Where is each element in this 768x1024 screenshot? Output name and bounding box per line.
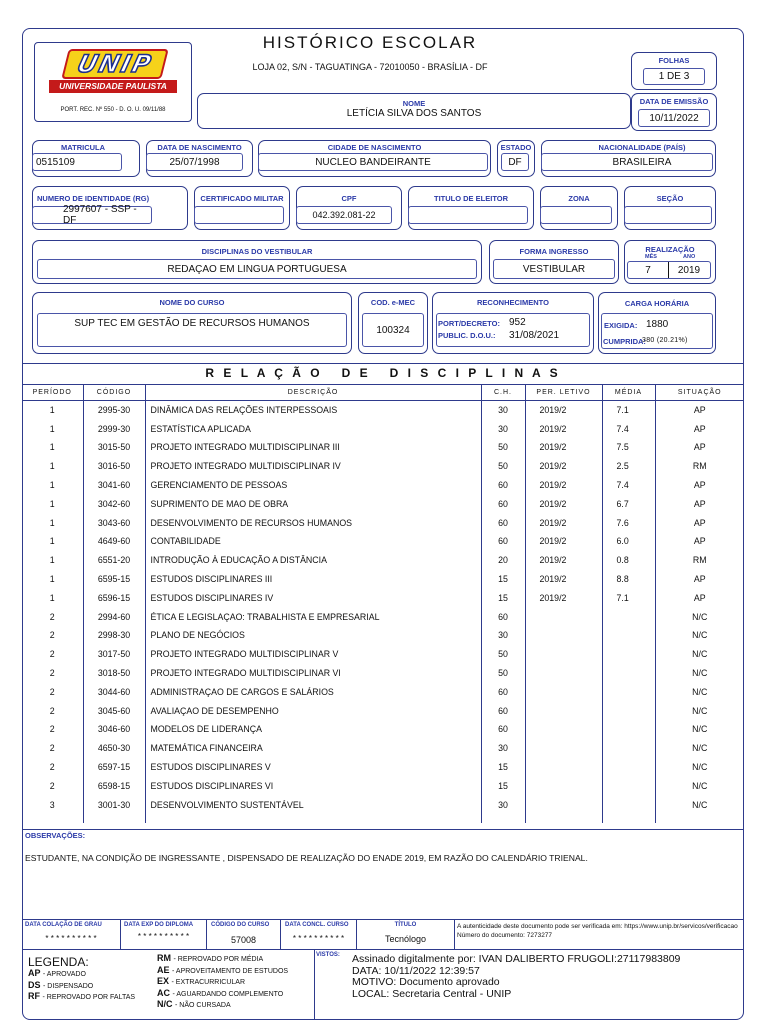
table-cell: 50: [481, 457, 525, 476]
table-cell: 2019/2: [525, 513, 602, 532]
relacao-header: [22, 363, 744, 384]
public-value: 31/08/2021: [509, 330, 560, 341]
column-header: CÓDIGO: [83, 385, 145, 401]
table-cell: PROJETO INTEGRADO MULTIDISCIPLINAR V: [145, 645, 481, 664]
table-cell: 60: [481, 494, 525, 513]
table-cell: N/C: [655, 795, 744, 814]
folhas-box: FOLHAS 1 DE 3: [631, 52, 717, 90]
table-cell: [525, 682, 602, 701]
table-cell: N/C: [655, 664, 744, 683]
table-cell: 6595-15: [83, 570, 145, 589]
cpf-value: 042.392.081-22: [312, 210, 376, 220]
table-cell: [525, 776, 602, 795]
table-cell: [525, 758, 602, 777]
table-cell: 2: [49, 649, 55, 660]
table-cell: PROJETO INTEGRADO MULTIDISCIPLINAR IV: [145, 457, 481, 476]
table-cell: 6596-15: [83, 588, 145, 607]
table-cell: 3001-30: [83, 795, 145, 814]
table-cell: 1: [49, 555, 55, 566]
table-cell: 30: [481, 419, 525, 438]
table-row: [22, 513, 744, 532]
table-cell: N/C: [655, 701, 744, 720]
colacao-cell: DATA COLAÇÃO DE GRAU * * * * * * * * * *: [22, 919, 120, 949]
matricula-box: MATRICULA 0515109: [32, 140, 140, 177]
legend-divider: [22, 949, 744, 950]
table-cell: [525, 664, 602, 683]
table-cell: N/C: [655, 776, 744, 795]
table-cell: AP: [655, 532, 744, 551]
column-header: MÉDIA: [602, 385, 655, 401]
legend-item: AC - AGUARDANDO COMPLEMENTO: [157, 987, 284, 998]
table-cell: 15: [481, 588, 525, 607]
table-cell: 1: [49, 480, 55, 491]
table-cell: [602, 795, 655, 814]
student-name: LETÍCIA SILVA DOS SANTOS: [346, 108, 482, 119]
vistos-label: VISTOS:: [316, 952, 340, 958]
table-cell: [602, 645, 655, 664]
titulo-value: Tecnólogo: [384, 934, 427, 944]
table-cell: 2: [49, 762, 55, 773]
nacionalidade-value: BRASILEIRA: [612, 156, 672, 168]
table-row: [22, 795, 744, 814]
table-cell: AP: [655, 513, 744, 532]
disciplinas-vestibular-box: DISCIPLINAS DO VESTIBULAR REDAÇAO EM LINGUA PORTUGUESA: [32, 240, 482, 284]
table-cell: [602, 701, 655, 720]
table-cell: 2019/2: [525, 570, 602, 589]
observacoes-label: OBSERVAÇÕES:: [25, 831, 86, 840]
port-rec: PORT. REC. Nº 550 - D. O. U. 09/11/88: [60, 107, 166, 113]
table-cell: 2019/2: [525, 401, 602, 420]
table-cell: 60: [481, 607, 525, 626]
table-row: [22, 701, 744, 720]
table-cell: 2019/2: [525, 476, 602, 495]
table-cell: AP: [655, 494, 744, 513]
table-row: [22, 607, 744, 626]
diploma-value: * * * * * * * * * *: [137, 932, 190, 941]
table-cell: 60: [481, 682, 525, 701]
column-header: PERÍODO: [22, 385, 83, 401]
cidade-value: NUCLEO BANDEIRANTE: [315, 156, 431, 168]
militar-box: CERTIFICADO MILITAR: [194, 186, 290, 230]
forma-ingresso-value: VESTIBULAR: [522, 263, 586, 275]
table-cell: 60: [481, 701, 525, 720]
codcurso-cell: CÓDIGO DO CURSO 57008: [206, 919, 280, 949]
rg-box: NUMERO DE IDENTIDADE (RG) 2997607 - SSP - DF: [32, 186, 188, 230]
realizacao-box: REALIZAÇÃO MÊS ANO 7 2019: [624, 240, 716, 284]
legend-item: EX - EXTRACURRICULAR: [157, 976, 246, 986]
assinatura-line: MOTIVO: Documento aprovado: [352, 976, 500, 988]
table-cell: [525, 720, 602, 739]
cidade-box: CIDADE DE NASCIMENTO NUCLEO BANDEIRANTE: [258, 140, 491, 177]
legenda-left: [28, 968, 135, 1003]
legend-item: RF - REPROVADO POR FALTAS: [28, 991, 136, 1001]
table-cell: 7.1: [602, 588, 655, 607]
table-cell: 2999-30: [83, 419, 145, 438]
table-cell: 2: [49, 668, 55, 679]
table-cell: AP: [655, 401, 744, 420]
table-cell: 7.1: [602, 401, 655, 420]
table-cell: 3045-60: [83, 701, 145, 720]
legend-item: N/C - NÃO CURSADA: [157, 999, 231, 1009]
table-cell: 50: [481, 438, 525, 457]
table-cell: PROJETO INTEGRADO MULTIDISCIPLINAR III: [145, 438, 481, 457]
table-cell: 4650-30: [83, 739, 145, 758]
table-cell: 2019/2: [525, 419, 602, 438]
table-cell: [602, 739, 655, 758]
table-cell: [525, 607, 602, 626]
table-cell: N/C: [655, 645, 744, 664]
table-cell: 15: [481, 758, 525, 777]
table-cell: SUPRIMENTO DE MAO DE OBRA: [145, 494, 481, 513]
table-row: [22, 494, 744, 513]
nome-box: NOME LETÍCIA SILVA DOS SANTOS: [197, 93, 631, 129]
table-row: [22, 588, 744, 607]
table-cell: 7.6: [602, 513, 655, 532]
table-cell: 6597-15: [83, 758, 145, 777]
table-cell: 2: [49, 780, 55, 791]
legend-item: AP - APROVADO: [28, 968, 86, 978]
table-cell: 60: [481, 476, 525, 495]
table-cell: 15: [481, 776, 525, 795]
reconhecimento-box: RECONHECIMENTO PORT/DECRETO: 952 PUBLIC. D.O.U.: 31/08/2021: [432, 292, 594, 354]
realizacao-ano: 2019: [677, 264, 701, 276]
table-cell: 6598-15: [83, 776, 145, 795]
table-row: [22, 739, 744, 758]
estado-value: DF: [508, 156, 522, 168]
conclusao-value: * * * * * * * * * *: [292, 934, 345, 943]
table-cell: DINÂMICA DAS RELAÇÕES INTERPESSOAIS: [145, 401, 481, 420]
table-cell: [602, 682, 655, 701]
autenticidade-text: A autenticidade deste documento pode ser verificada em: https://www.unip.br/servicos/verificacao Número do documento: 7273277: [454, 919, 744, 949]
table-cell: 2: [49, 705, 55, 716]
table-cell: 30: [481, 626, 525, 645]
emissao-box: DATA DE EMISSÃO 10/11/2022: [631, 93, 717, 131]
table-cell: AP: [655, 476, 744, 495]
legenda-right: [157, 953, 288, 1011]
logo-subtitle: UNIVERSIDADE PAULISTA: [49, 80, 177, 93]
table-cell: 3016-50: [83, 457, 145, 476]
table-cell: ADMINISTRAÇAO DE CARGOS E SALÁRIOS: [145, 682, 481, 701]
table-cell: AP: [655, 419, 744, 438]
table-cell: 0.8: [602, 551, 655, 570]
table-cell: 3042-60: [83, 494, 145, 513]
table-cell: CONTABILIDADE: [145, 532, 481, 551]
table-cell: 1: [49, 442, 55, 453]
table-cell: [602, 626, 655, 645]
table-cell: 8.8: [602, 570, 655, 589]
table-cell: ÉTICA E LEGISLAÇAO: TRABALHISTA E EMPRESARIAL: [145, 607, 481, 626]
relacao-title: R E L A Ç Ã O D E D I S C I P L I N A S: [205, 366, 561, 380]
table-cell: 60: [481, 720, 525, 739]
legend-item: RM - REPROVADO POR MÉDIA: [157, 953, 264, 963]
table-cell: GERENCIAMENTO DE PESSOAS: [145, 476, 481, 495]
table-cell: 3041-60: [83, 476, 145, 495]
matricula-value: 0515109: [36, 156, 75, 168]
table-cell: 2019/2: [525, 551, 602, 570]
disciplinas-vestibular-value: REDAÇAO EM LINGUA PORTUGUESA: [167, 263, 347, 275]
assinatura-line: DATA: 10/11/2022 12:39:57: [352, 964, 480, 977]
table-cell: N/C: [655, 720, 744, 739]
table-cell: 7.4: [602, 419, 655, 438]
titulo-cell: TÍTULO Tecnólogo: [356, 919, 454, 949]
eleitor-box: TITULO DE ELEITOR: [408, 186, 534, 230]
nascimento-box: DATA DE NASCIMENTO 25/07/1998: [146, 140, 253, 177]
table-cell: 1: [49, 498, 55, 509]
realizacao-mes: 7: [645, 264, 651, 276]
table-cell: 20: [481, 551, 525, 570]
table-cell: 3043-60: [83, 513, 145, 532]
curso-nome: SUP TEC EM GESTÃO DE RECURSOS HUMANOS: [74, 318, 310, 329]
table-cell: [525, 701, 602, 720]
table-cell: 2: [49, 724, 55, 735]
table-cell: 2019/2: [525, 494, 602, 513]
table-cell: 1: [49, 461, 55, 472]
table-cell: N/C: [655, 626, 744, 645]
table-cell: 2: [49, 630, 55, 641]
column-header: DESCRIÇÃO: [145, 385, 481, 401]
table-cell: 3: [49, 799, 55, 810]
carga-cumprida: 380 (20.21%): [642, 337, 688, 344]
forma-ingresso-box: FORMA INGRESSO VESTIBULAR: [489, 240, 619, 284]
table-cell: [525, 626, 602, 645]
conclusao-cell: DATA CONCL. CURSO * * * * * * * * * *: [280, 919, 356, 949]
table-cell: 1: [49, 405, 55, 416]
table-row: [22, 645, 744, 664]
table-cell: 2019/2: [525, 438, 602, 457]
table-cell: 2994-60: [83, 607, 145, 626]
table-cell: 6.7: [602, 494, 655, 513]
disciplinas-table: [22, 384, 744, 823]
table-cell: 1: [49, 536, 55, 547]
table-cell: AP: [655, 438, 744, 457]
table-cell: 50: [481, 664, 525, 683]
table-row: [22, 570, 744, 589]
table-row: [22, 476, 744, 495]
table-cell: 6551-20: [83, 551, 145, 570]
observacoes-divider: [22, 829, 744, 830]
table-cell: 30: [481, 795, 525, 814]
table-cell: 7.4: [602, 476, 655, 495]
nascimento-value: 25/07/1998: [169, 156, 220, 168]
table-cell: ESTUDOS DISCIPLINARES IV: [145, 588, 481, 607]
table-cell: 1: [49, 517, 55, 528]
diploma-cell: DATA EXP DO DIPLOMA * * * * * * * * * *: [120, 919, 206, 949]
table-cell: AP: [655, 588, 744, 607]
portdecreto-value: 952: [509, 317, 526, 328]
table-cell: [602, 776, 655, 795]
table-cell: [602, 664, 655, 683]
table-cell: ESTUDOS DISCIPLINARES III: [145, 570, 481, 589]
table-cell: 3017-50: [83, 645, 145, 664]
table-cell: 2019/2: [525, 588, 602, 607]
column-header: PER. LETIVO: [525, 385, 602, 401]
table-cell: 3046-60: [83, 720, 145, 739]
table-cell: 30: [481, 401, 525, 420]
table-cell: 2: [49, 686, 55, 697]
legend-item: AE - APROVEITAMENTO DE ESTUDOS: [157, 964, 289, 975]
table-cell: RM: [655, 457, 744, 476]
nacionalidade-box: NACIONALIDADE (PAÍS) BRASILEIRA: [541, 140, 716, 177]
table-header-row: [22, 385, 744, 401]
table-cell: [602, 720, 655, 739]
table-cell: [525, 795, 602, 814]
table-cell: RM: [655, 551, 744, 570]
table-cell: DESENVOLVIMENTO SUSTENTÁVEL: [145, 795, 481, 814]
secao-box: SEÇÃO: [624, 186, 716, 230]
table-cell: 50: [481, 645, 525, 664]
table-row: [22, 720, 744, 739]
zona-box: ZONA: [540, 186, 618, 230]
legenda-label: LEGENDA:: [28, 955, 89, 969]
emec-box: COD. e-MEC 100324: [358, 292, 428, 354]
table-cell: 7.5: [602, 438, 655, 457]
table-row: [22, 664, 744, 683]
table-cell: 1: [49, 423, 55, 434]
table-cell: PLANO DE NEGÓCIOS: [145, 626, 481, 645]
table-cell: 4649-60: [83, 532, 145, 551]
assinatura-line: LOCAL: Secretaria Central - UNIP: [352, 987, 512, 1000]
table-cell: PROJETO INTEGRADO MULTIDISCIPLINAR VI: [145, 664, 481, 683]
rg-value: 2997607 - SSP - DF: [63, 204, 137, 226]
table-cell: 15: [481, 570, 525, 589]
table-row: [22, 776, 744, 795]
unip-logo-box: [34, 42, 192, 122]
table-cell: 2.5: [602, 457, 655, 476]
table-row: [22, 457, 744, 476]
table-cell: N/C: [655, 607, 744, 626]
column-header: SITUAÇÃO: [655, 385, 744, 401]
table-cell: ESTUDOS DISCIPLINARES V: [145, 758, 481, 777]
legend-item: DS - DISPENSADO: [28, 979, 94, 990]
table-cell: DESENVOLVIMENTO DE RECURSOS HUMANOS: [145, 513, 481, 532]
table-row: [22, 682, 744, 701]
table-row: [22, 438, 744, 457]
assinatura-line: Assinado digitalmente por: IVAN DALIBERTO FRUGOLI:27117983809: [352, 953, 681, 965]
column-header: C.H.: [481, 385, 525, 401]
table-cell: 60: [481, 532, 525, 551]
table-cell: 2: [49, 611, 55, 622]
vistos-divider: [314, 949, 315, 1019]
curso-box: NOME DO CURSO SUP TEC EM GESTÃO DE RECURSOS HUMANOS: [32, 292, 352, 354]
table-cell: [525, 739, 602, 758]
table-cell: 2019/2: [525, 532, 602, 551]
colacao-value: * * * * * * * * * *: [45, 934, 97, 943]
table-row: [22, 401, 744, 420]
codcurso-value: 57008: [230, 935, 257, 945]
table-cell: [525, 645, 602, 664]
table-cell: 30: [481, 739, 525, 758]
table-cell: 1: [49, 574, 55, 585]
address: LOJA 02, S/N - TAGUATINGA - 72010050 - BRASÍLIA - DF: [252, 62, 488, 72]
table-cell: 2019/2: [525, 457, 602, 476]
cpf-box: CPF 042.392.081-22: [296, 186, 402, 230]
table-cell: 2995-30: [83, 401, 145, 420]
table-cell: MATEMÁTICA FINANCEIRA: [145, 739, 481, 758]
table-row: [22, 532, 744, 551]
table-cell: 2: [49, 743, 55, 754]
table-cell: 2998-30: [83, 626, 145, 645]
assinatura-digital: [352, 954, 680, 1000]
page-title: HISTÓRICO ESCOLAR: [262, 33, 478, 52]
folhas-value: 1 DE 3: [658, 71, 690, 82]
carga-exigida: 1880: [646, 319, 669, 330]
table-filler-row: [22, 814, 744, 823]
unip-logo: UNIP: [61, 49, 168, 79]
table-row: [22, 758, 744, 777]
table-cell: MODELOS DE LIDERANÇA: [145, 720, 481, 739]
estado-box: ESTADO DF: [497, 140, 535, 177]
table-cell: [602, 607, 655, 626]
table-cell: AP: [655, 570, 744, 589]
table-cell: ESTUDOS DISCIPLINARES VI: [145, 776, 481, 795]
table-cell: 60: [481, 513, 525, 532]
table-cell: [602, 758, 655, 777]
table-cell: 1: [49, 592, 55, 603]
table-cell: INTRODUÇÃO À EDUCAÇÃO A DISTÂNCIA: [145, 551, 481, 570]
table-cell: 3018-50: [83, 664, 145, 683]
emissao-value: 10/11/2022: [649, 112, 699, 124]
table-cell: N/C: [655, 739, 744, 758]
carga-horaria-box: CARGA HORÁRIA EXIGIDA: 1880 CUMPRIDA: 380 (20.21%): [598, 292, 716, 354]
table-row: [22, 551, 744, 570]
table-cell: N/C: [655, 682, 744, 701]
table-row: [22, 419, 744, 438]
table-cell: 6.0: [602, 532, 655, 551]
table-row: [22, 626, 744, 645]
table-cell: AVALIAÇAO DE DESEMPENHO: [145, 701, 481, 720]
emec-value: 100324: [376, 324, 410, 336]
table-cell: 3044-60: [83, 682, 145, 701]
observacoes-text: ESTUDANTE, NA CONDIÇÃO DE INGRESSANTE , DISPENSADO DE REALIZAÇÃO DO ENADE 2019, EM RAZÃO DO CALENDÁRIO TRIENAL.: [25, 853, 588, 863]
table-cell: 3015-50: [83, 438, 145, 457]
table-cell: ESTATÍSTICA APLICADA: [145, 419, 481, 438]
table-cell: N/C: [655, 758, 744, 777]
